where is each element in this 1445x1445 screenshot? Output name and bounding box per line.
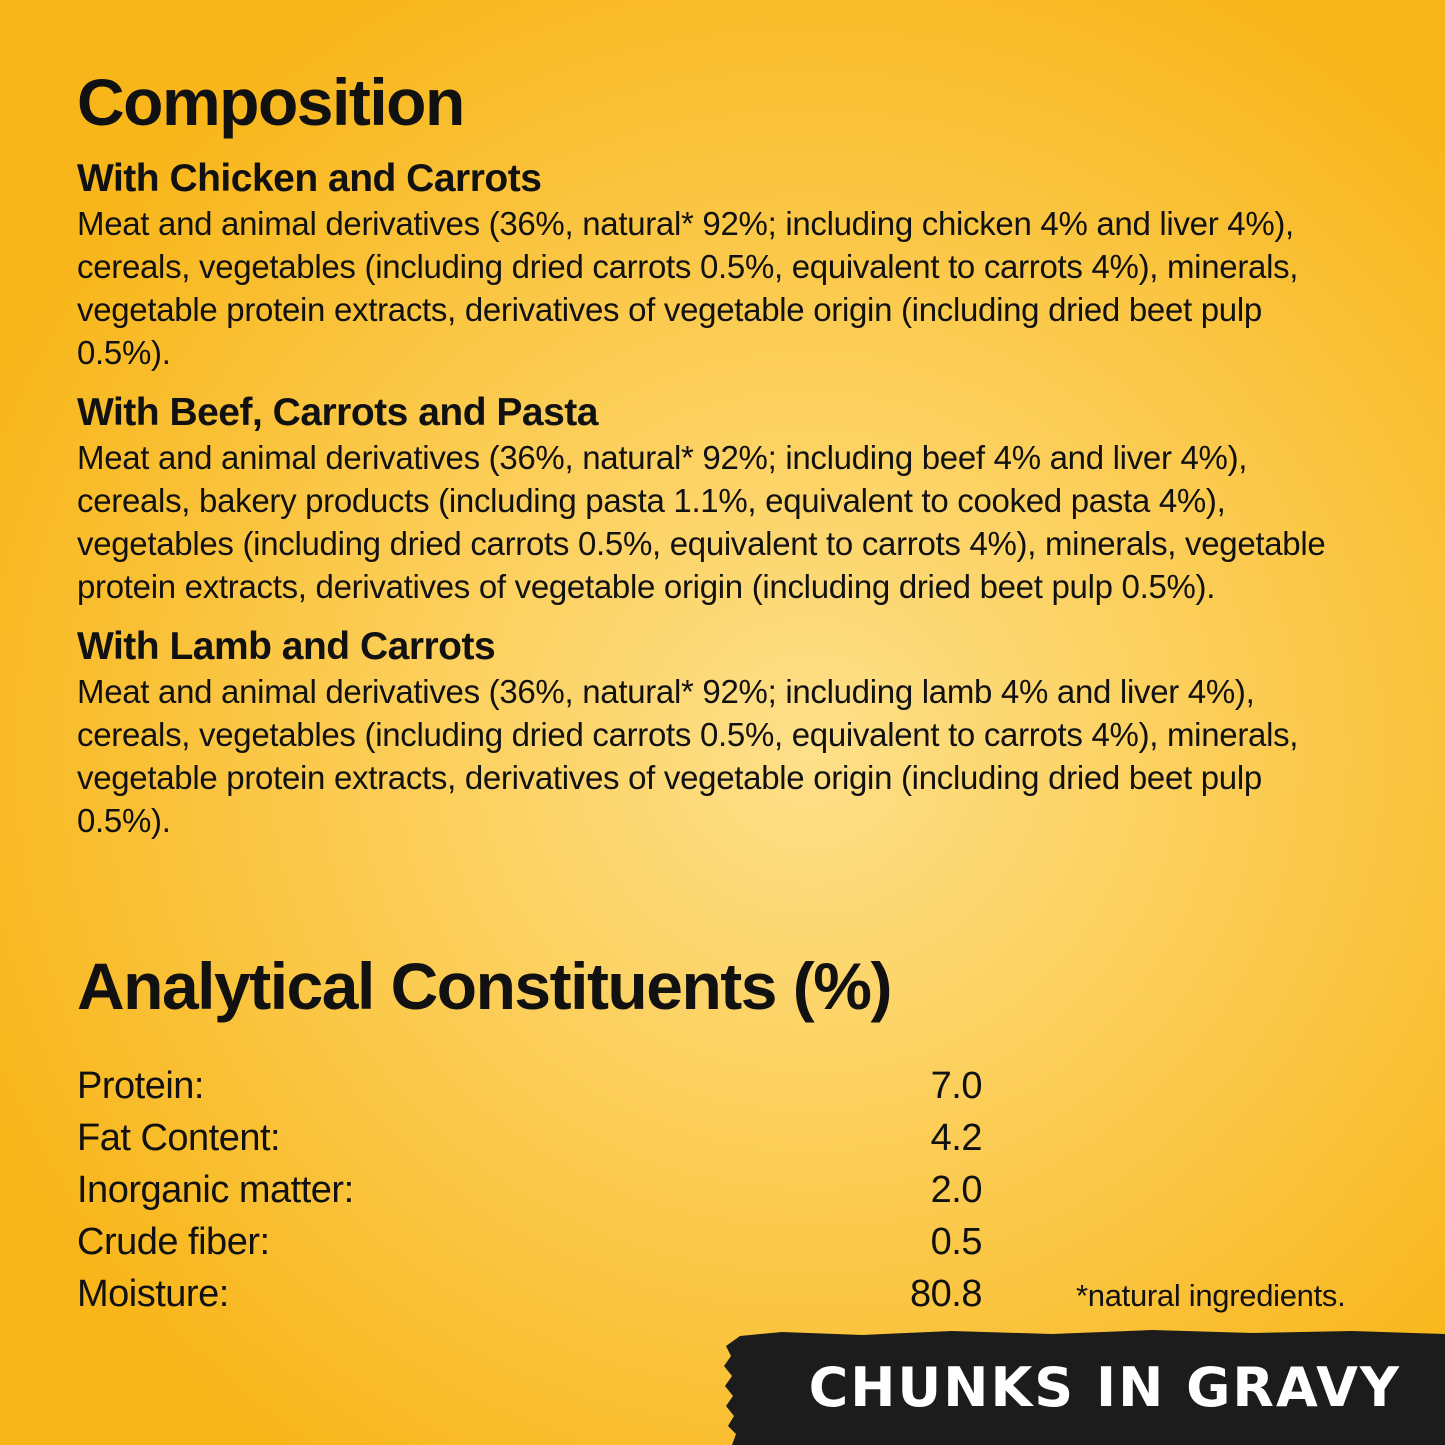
recipe-lamb [77, 624, 1367, 842]
constituent-row-fiber [77, 1216, 982, 1268]
constituent-label: Fat Content: [77, 1117, 281, 1159]
constituent-value: 4.2 [930, 1117, 982, 1159]
analytical-title: Analytical Constituents (%) [77, 949, 891, 1023]
composition-title: Composition [77, 65, 464, 139]
constituent-value: 2.0 [930, 1169, 982, 1211]
recipe-chicken [77, 156, 1367, 374]
recipe-title: With Chicken and Carrots [77, 157, 542, 200]
constituent-label: Protein: [77, 1065, 204, 1107]
product-banner [722, 1330, 1445, 1445]
constituents-table [77, 1060, 982, 1320]
recipe-ingredients: Meat and animal derivatives (36%, natural* 92%; including chicken 4% and liver 4%), cereals, vegetables (including dried carrots 0.5%, equivalent to carrots 4%), minerals, vegetable protein extracts, derivatives of vegetable origin (including dried beet pulp 0.5%). [77, 205, 1299, 371]
constituent-value: 0.5 [930, 1221, 982, 1263]
recipe-title: With Lamb and Carrots [77, 625, 496, 668]
constituent-value: 7.0 [930, 1065, 982, 1107]
constituent-label: Crude fiber: [77, 1221, 270, 1263]
analytical-section [77, 946, 1377, 1026]
constituent-value: 80.8 [910, 1273, 982, 1315]
composition-section [77, 64, 1367, 842]
recipe-title: With Beef, Carrots and Pasta [77, 391, 598, 434]
constituent-label: Inorganic matter: [77, 1169, 354, 1211]
constituent-label: Moisture: [77, 1273, 229, 1315]
footnote: *natural ingredients. [1076, 1278, 1346, 1313]
constituent-row-fat [77, 1112, 982, 1164]
recipe-ingredients: Meat and animal derivatives (36%, natural* 92%; including beef 4% and liver 4%), cereals, bakery products (including pasta 1.1%, equivalent to cooked pasta 4%), vegetables (including dried carrots 0.5%, equivalent to carrots 4%), minerals, vegetable protein extracts, derivatives of vegetable origin (including dried beet pulp 0.5%). [77, 439, 1326, 605]
constituent-row-inorganic [77, 1164, 982, 1216]
constituent-row-protein [77, 1060, 982, 1112]
recipe-beef [77, 390, 1367, 608]
constituent-row-moisture [77, 1268, 982, 1320]
banner-label: CHUNKS IN GRAVY [808, 1356, 1401, 1419]
recipe-ingredients: Meat and animal derivatives (36%, natural* 92%; including lamb 4% and liver 4%), cereals, vegetables (including dried carrots 0.5%, equivalent to carrots 4%), minerals, vegetable protein extracts, derivatives of vegetable origin (including dried beet pulp 0.5%). [77, 673, 1299, 839]
